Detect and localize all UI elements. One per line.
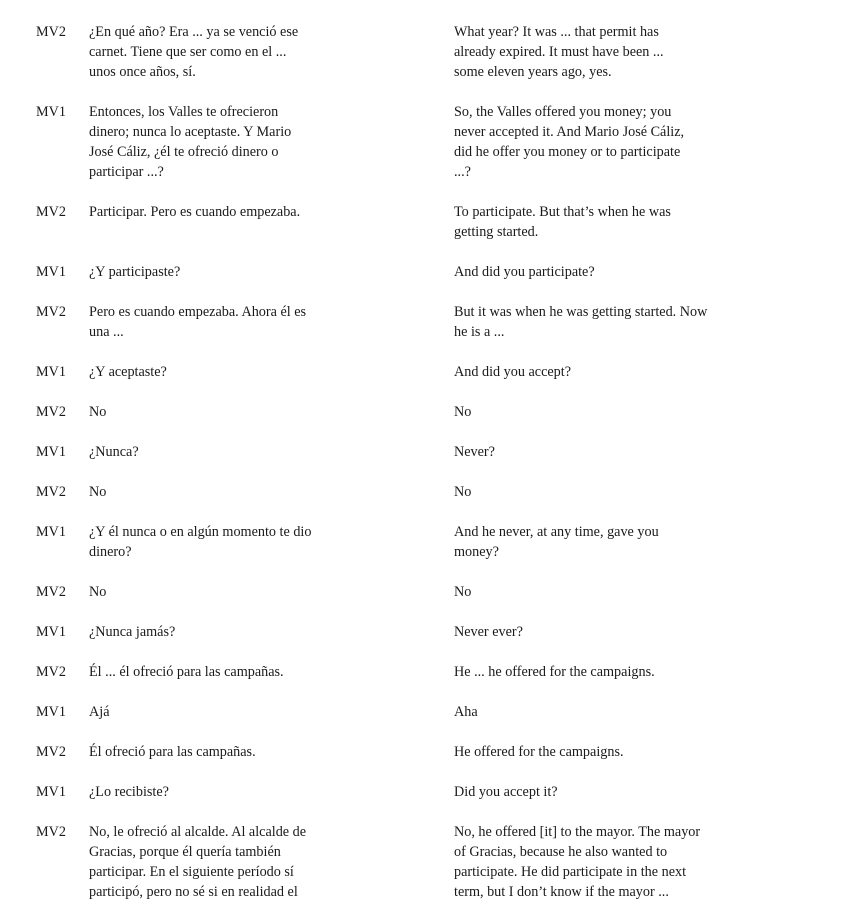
english-line: of Gracias, because he also wanted to xyxy=(454,844,668,860)
speaker-label: MV1 xyxy=(36,264,66,280)
spanish-line: ¿Y aceptaste? xyxy=(89,364,167,380)
english-line: But it was when he was getting started. Now xyxy=(454,304,708,320)
speaker-label: MV1 xyxy=(36,364,66,380)
spanish-line: participar ...? xyxy=(89,164,164,180)
spanish-text xyxy=(89,442,381,462)
english-text xyxy=(454,22,784,82)
spanish-line: unos once años, sí. xyxy=(89,64,196,80)
english-line: never accepted it. And Mario José Cáliz, xyxy=(454,124,685,140)
transcript-row xyxy=(0,702,842,722)
english-line: he is a ... xyxy=(454,324,505,340)
english-line: Never ever? xyxy=(454,624,523,640)
english-text xyxy=(454,302,784,342)
transcript-row xyxy=(0,302,842,342)
spanish-line: una ... xyxy=(89,324,124,340)
spanish-text xyxy=(89,582,381,602)
english-line: Aha xyxy=(454,704,478,720)
speaker-label: MV2 xyxy=(36,484,66,500)
speaker-label: MV2 xyxy=(36,204,66,220)
transcript-row xyxy=(0,622,842,642)
english-line: He ... he offered for the campaigns. xyxy=(454,664,655,680)
english-line: No xyxy=(454,404,472,420)
speaker-label: MV1 xyxy=(36,704,66,720)
transcript-row xyxy=(0,402,842,422)
english-line: participate. He did participate in the next xyxy=(454,864,687,880)
transcript-row xyxy=(0,822,842,902)
spanish-text xyxy=(89,262,381,282)
speaker-label: MV2 xyxy=(36,404,66,420)
spanish-line: José Cáliz, ¿él te ofreció dinero o xyxy=(89,144,279,160)
english-text xyxy=(454,482,784,502)
spanish-line: No xyxy=(89,484,107,500)
speaker-label: MV1 xyxy=(36,784,66,800)
english-line: So, the Valles offered you money; you xyxy=(454,104,672,120)
transcript-row xyxy=(0,582,842,602)
english-line: No xyxy=(454,484,472,500)
english-text xyxy=(454,822,784,902)
transcript-row xyxy=(0,442,842,462)
english-text xyxy=(454,582,784,602)
english-line: And did you participate? xyxy=(454,264,595,280)
transcript-row xyxy=(0,782,842,802)
transcript-row xyxy=(0,742,842,762)
spanish-line: ¿Y él nunca o en algún momento te dio xyxy=(89,524,312,540)
spanish-line: Pero es cuando empezaba. Ahora él es xyxy=(89,304,307,320)
spanish-line: dinero? xyxy=(89,544,132,560)
english-text xyxy=(454,782,784,802)
english-line: Did you accept it? xyxy=(454,784,558,800)
transcript xyxy=(0,22,842,922)
english-line: What year? It was ... that permit has xyxy=(454,24,659,40)
spanish-text xyxy=(89,102,381,182)
english-line: term, but I don’t know if the mayor ... xyxy=(454,884,669,900)
transcript-row xyxy=(0,22,842,82)
english-text xyxy=(454,402,784,422)
spanish-text xyxy=(89,702,381,722)
spanish-line: dinero; nunca lo aceptaste. Y Mario xyxy=(89,124,292,140)
spanish-line: participar. En el siguiente período sí xyxy=(89,864,294,880)
speaker-label: MV1 xyxy=(36,444,66,460)
english-line: No xyxy=(454,584,472,600)
spanish-line: ¿Lo recibiste? xyxy=(89,784,169,800)
speaker-label: MV1 xyxy=(36,524,66,540)
transcript-row xyxy=(0,102,842,182)
spanish-line: ¿Nunca jamás? xyxy=(89,624,176,640)
transcript-row xyxy=(0,522,842,562)
spanish-line: Ajá xyxy=(89,704,110,720)
spanish-text xyxy=(89,522,381,562)
english-line: To participate. But that’s when he was xyxy=(454,204,671,220)
spanish-line: Gracias, porque él quería también xyxy=(89,844,281,860)
spanish-text xyxy=(89,22,381,82)
spanish-line: Entonces, los Valles te ofrecieron xyxy=(89,104,279,120)
spanish-text xyxy=(89,362,381,382)
speaker-label: MV2 xyxy=(36,24,66,40)
spanish-text xyxy=(89,622,381,642)
english-text xyxy=(454,702,784,722)
spanish-line: No xyxy=(89,584,107,600)
transcript-row xyxy=(0,482,842,502)
spanish-line: Él ofreció para las campañas. xyxy=(89,744,256,760)
english-text xyxy=(454,362,784,382)
spanish-text xyxy=(89,822,381,902)
english-text xyxy=(454,442,784,462)
spanish-text xyxy=(89,202,381,242)
transcript-row xyxy=(0,662,842,682)
english-text xyxy=(454,662,784,682)
spanish-line: Participar. Pero es cuando empezaba. xyxy=(89,204,301,220)
english-line: did he offer you money or to participate xyxy=(454,144,681,160)
english-line: ...? xyxy=(454,164,471,180)
spanish-line: ¿Nunca? xyxy=(89,444,139,460)
english-text xyxy=(454,202,784,242)
spanish-line: No, le ofreció al alcalde. Al alcalde de xyxy=(89,824,307,840)
speaker-label: MV1 xyxy=(36,624,66,640)
speaker-label: MV2 xyxy=(36,304,66,320)
spanish-text xyxy=(89,662,381,682)
spanish-line: ¿En qué año? Era ... ya se venció ese xyxy=(89,24,299,40)
english-line: already expired. It must have been ... xyxy=(454,44,664,60)
spanish-line: participó, pero no sé si en realidad el xyxy=(89,884,298,900)
english-text xyxy=(454,102,784,182)
english-line: And did you accept? xyxy=(454,364,572,380)
spanish-text xyxy=(89,782,381,802)
speaker-label: MV2 xyxy=(36,824,66,840)
speaker-label: MV1 xyxy=(36,104,66,120)
english-line: money? xyxy=(454,544,499,560)
spanish-line: Él ... él ofreció para las campañas. xyxy=(89,664,284,680)
speaker-label: MV2 xyxy=(36,584,66,600)
english-line: getting started. xyxy=(454,224,539,240)
spanish-text xyxy=(89,402,381,422)
english-line: some eleven years ago, yes. xyxy=(454,64,612,80)
speaker-label: MV2 xyxy=(36,664,66,680)
spanish-text xyxy=(89,302,381,342)
english-line: And he never, at any time, gave you xyxy=(454,524,659,540)
spanish-line: carnet. Tiene que ser como en el ... xyxy=(89,44,287,60)
english-line: No, he offered [it] to the mayor. The mayor xyxy=(454,824,701,840)
english-text xyxy=(454,622,784,642)
english-text xyxy=(454,742,784,762)
english-line: He offered for the campaigns. xyxy=(454,744,624,760)
spanish-text xyxy=(89,482,381,502)
english-text xyxy=(454,522,784,562)
speaker-label: MV2 xyxy=(36,744,66,760)
transcript-row xyxy=(0,262,842,282)
english-line: Never? xyxy=(454,444,495,460)
spanish-text xyxy=(89,742,381,762)
transcript-row xyxy=(0,362,842,382)
english-text xyxy=(454,262,784,282)
transcript-row xyxy=(0,202,842,242)
spanish-line: No xyxy=(89,404,107,420)
spanish-line: ¿Y participaste? xyxy=(89,264,181,280)
